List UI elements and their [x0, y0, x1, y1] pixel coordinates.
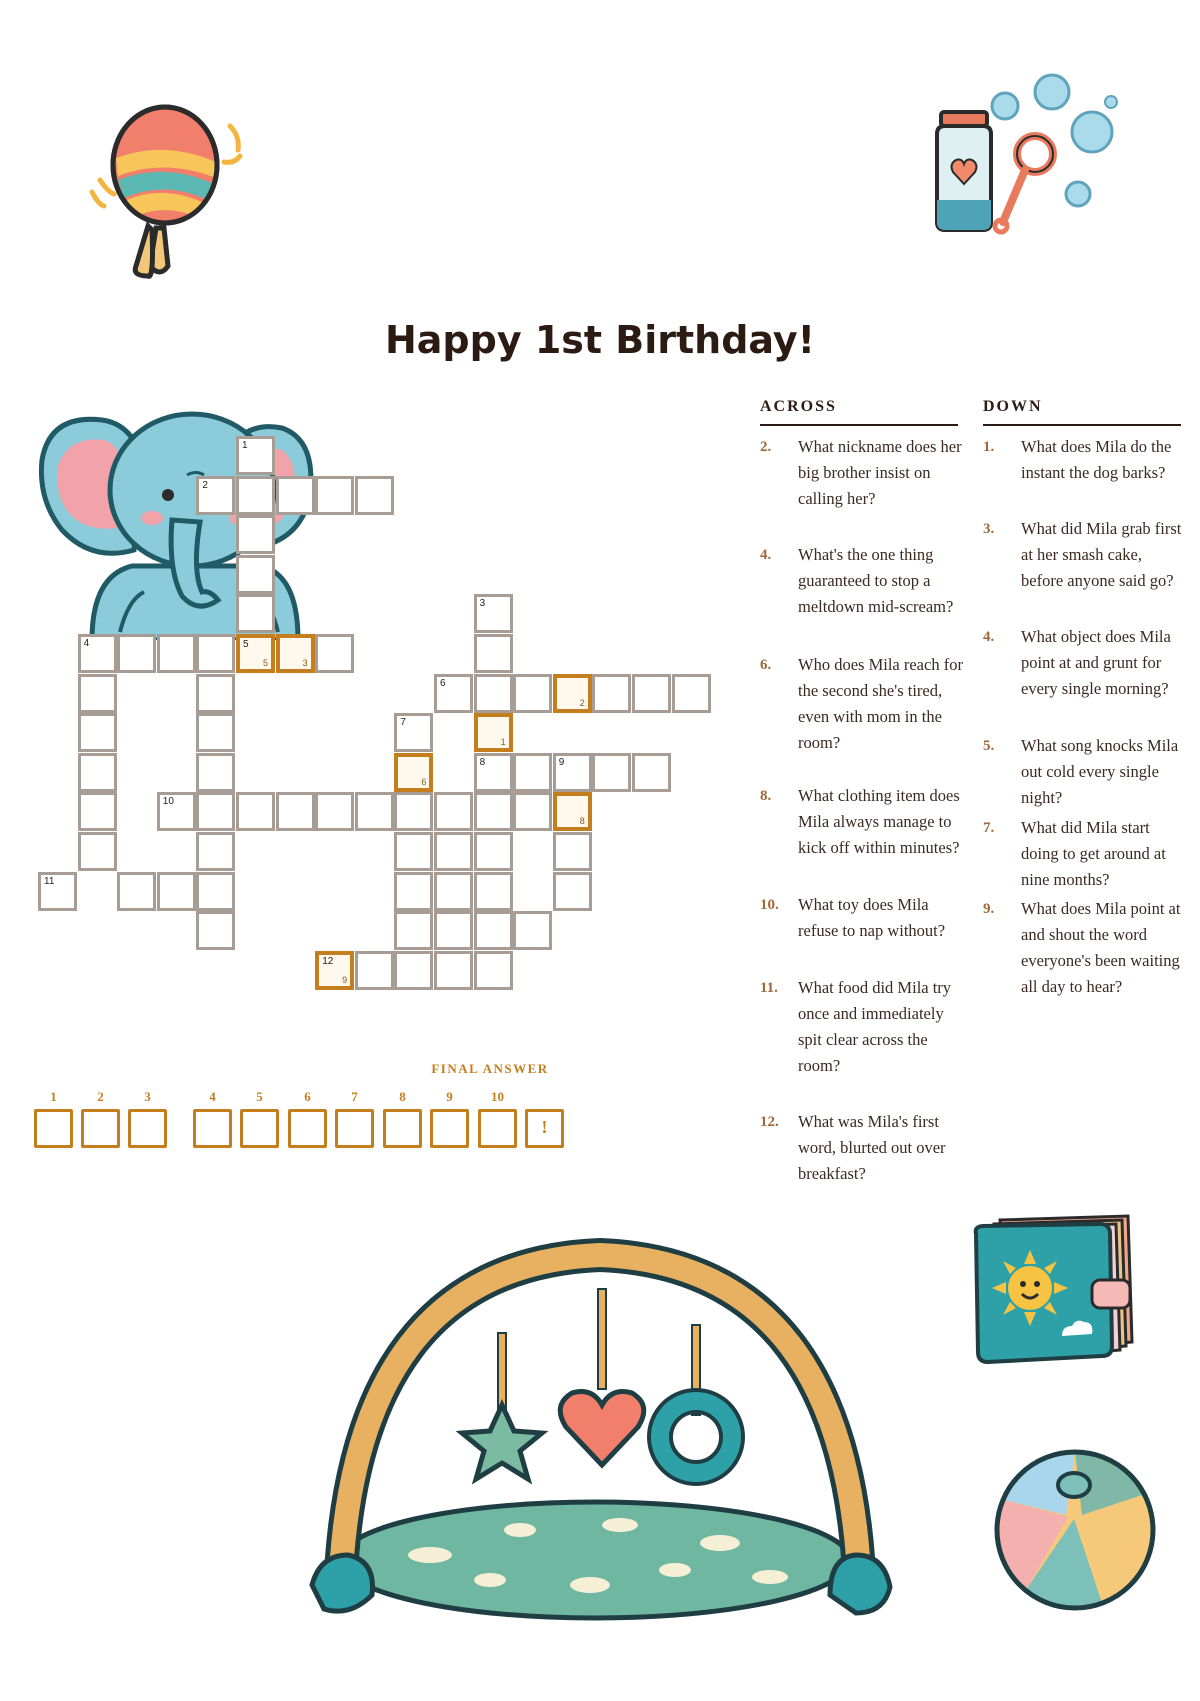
- final-answer-number: 6: [304, 1089, 311, 1104]
- final-answer-box[interactable]: [288, 1109, 327, 1148]
- final-answer-box[interactable]: [383, 1109, 422, 1148]
- crossword-cell[interactable]: [434, 832, 473, 871]
- final-answer-box[interactable]: [478, 1109, 517, 1148]
- bubbles-icon: [915, 72, 1125, 252]
- crossword-cell[interactable]: [355, 951, 394, 990]
- crossword-cell[interactable]: [553, 832, 592, 871]
- crossword-cell[interactable]: [196, 753, 235, 792]
- clue-text: Who does Mila reach for the second she's tired, even with mom in the room?: [798, 655, 963, 752]
- maraca-icon: [70, 80, 270, 280]
- clue-number: 3.: [983, 521, 995, 537]
- beach-ball-icon: [990, 1445, 1160, 1615]
- crossword-cell[interactable]: [553, 753, 592, 792]
- clue-text: What was Mila's first word, blurted out over breakfast?: [798, 1112, 946, 1183]
- cell-number: 7: [400, 717, 406, 729]
- clue-number: 9.: [983, 901, 995, 917]
- clue-number: 11.: [760, 980, 778, 996]
- crossword-cell[interactable]: [117, 634, 156, 673]
- crossword-cell[interactable]: [394, 832, 433, 871]
- crossword-cell[interactable]: [474, 951, 513, 990]
- crossword-cell-highlighted[interactable]: [276, 634, 315, 673]
- crossword-cell[interactable]: [78, 753, 117, 792]
- final-answer-number: 9: [446, 1089, 453, 1104]
- clue-text: What toy does Mila refuse to nap without?: [798, 895, 946, 940]
- clue-number: 1.: [983, 439, 995, 455]
- crossword-cell-highlighted[interactable]: [394, 753, 433, 792]
- final-answer-box[interactable]: [430, 1109, 469, 1148]
- answer-letter-index: 2: [579, 697, 585, 708]
- page-title: Happy 1st Birthday!: [384, 318, 816, 362]
- crossword-cell-highlighted[interactable]: [236, 634, 275, 673]
- crossword-cell[interactable]: [394, 713, 433, 752]
- crossword-cell[interactable]: [394, 792, 433, 831]
- answer-letter-index: 9: [342, 974, 348, 985]
- final-answer-box[interactable]: [81, 1109, 120, 1148]
- crossword-cell[interactable]: [157, 792, 196, 831]
- crossword-cell[interactable]: [315, 476, 354, 515]
- crossword-cell[interactable]: [474, 832, 513, 871]
- crossword-cell[interactable]: [276, 792, 315, 831]
- clue-text: What nickname does her big brother insist on calling her?: [798, 437, 962, 508]
- final-answer-box[interactable]: [128, 1109, 167, 1148]
- final-answer-label: FINAL ANSWER: [431, 1061, 549, 1076]
- crossword-cell[interactable]: [632, 674, 671, 713]
- crossword-cell[interactable]: [196, 713, 235, 752]
- cell-number: 2: [202, 479, 208, 491]
- cell-number: 5: [243, 639, 249, 650]
- answer-letter-index: 8: [579, 816, 585, 827]
- clue-number: 7.: [983, 820, 995, 836]
- crossword-cell[interactable]: [474, 792, 513, 831]
- cell-number: 11: [44, 875, 55, 887]
- crossword-cell[interactable]: [196, 792, 235, 831]
- clue-text: What object does Mila point at and grunt for every single morning?: [1021, 627, 1171, 698]
- crossword-cell[interactable]: [474, 594, 513, 633]
- crossword-cell-highlighted[interactable]: [553, 674, 592, 713]
- crossword-cell[interactable]: [236, 792, 275, 831]
- final-answer-number: 7: [351, 1089, 358, 1104]
- crossword-cell[interactable]: [196, 674, 235, 713]
- crossword-cell[interactable]: [394, 872, 433, 911]
- crossword-cell[interactable]: [236, 515, 275, 554]
- clue-text: What clothing item does Mila always manage to kick off within minutes?: [798, 786, 960, 857]
- final-answer-number: 4: [209, 1089, 216, 1104]
- crossword-cell[interactable]: [632, 753, 671, 792]
- clue-number: 12.: [760, 1114, 779, 1130]
- down-heading: DOWN: [983, 398, 1181, 426]
- cell-number: 8: [479, 756, 486, 768]
- crossword-cell[interactable]: [236, 476, 275, 515]
- crossword-cell[interactable]: [78, 634, 117, 673]
- crossword-cell[interactable]: [513, 911, 552, 950]
- clue-text: What does Mila do the instant the dog barks?: [1021, 437, 1172, 482]
- answer-letter-index: 6: [421, 776, 427, 787]
- crossword-cell[interactable]: [315, 792, 354, 831]
- crossword-cell[interactable]: [474, 634, 513, 673]
- elephant-icon: [32, 400, 332, 640]
- cell-number: 3: [479, 598, 486, 610]
- crossword-cell[interactable]: [553, 872, 592, 911]
- clue-number: 6.: [760, 657, 772, 673]
- clue-text: What food did Mila try once and immediately spit clear across the room?: [798, 978, 952, 1075]
- answer-letter-index: 5: [262, 658, 268, 668]
- crossword-cell[interactable]: [513, 792, 552, 831]
- clue-number: 2.: [760, 439, 772, 455]
- final-answer-box[interactable]: [34, 1109, 73, 1148]
- final-answer-box[interactable]: [335, 1109, 374, 1148]
- crossword-cell[interactable]: [474, 911, 513, 950]
- cell-number: 4: [83, 638, 90, 649]
- cell-number: 9: [558, 756, 565, 768]
- crossword-cell[interactable]: [355, 792, 394, 831]
- clue-number: 10.: [760, 897, 779, 913]
- final-answer-end-box: [525, 1109, 564, 1148]
- final-answer-number: 2: [97, 1089, 104, 1104]
- crossword-cell[interactable]: [394, 951, 433, 990]
- board-book-icon: [970, 1210, 1140, 1370]
- crossword-cell[interactable]: [117, 872, 156, 911]
- clue-number: 8.: [760, 788, 772, 804]
- exclamation-mark: !: [541, 1117, 548, 1137]
- final-answer-number: 1: [50, 1089, 57, 1104]
- crossword-cell[interactable]: [474, 872, 513, 911]
- crossword-cell[interactable]: [592, 674, 631, 713]
- crossword-cell[interactable]: [236, 436, 275, 475]
- cell-number: 1: [242, 440, 248, 451]
- crossword-cell[interactable]: [394, 911, 433, 950]
- crossword-cell[interactable]: [236, 555, 275, 594]
- answer-letter-index: 1: [500, 737, 506, 748]
- crossword-cell[interactable]: [78, 674, 117, 713]
- final-answer-number: 10: [491, 1089, 504, 1104]
- clue-text: What does Mila point at and shout the word everyone's been waiting all day to hear?: [1021, 899, 1181, 996]
- crossword-cell[interactable]: [355, 476, 394, 515]
- crossword-cell[interactable]: [157, 634, 196, 673]
- crossword-cell[interactable]: [592, 753, 631, 792]
- final-answer-number: 8: [399, 1089, 406, 1104]
- answer-letter-index: 3: [302, 658, 308, 668]
- crossword-cell[interactable]: [434, 872, 473, 911]
- crossword-cell[interactable]: [196, 872, 235, 911]
- crossword-cell[interactable]: [513, 674, 552, 713]
- crossword-cell-highlighted[interactable]: [474, 713, 513, 752]
- crossword-cell[interactable]: [474, 674, 513, 713]
- crossword-cell[interactable]: [196, 634, 235, 673]
- crossword-cell[interactable]: [672, 674, 711, 713]
- clue-text: What's the one thing guaranteed to stop a meltdown mid-scream?: [798, 545, 954, 616]
- cell-number: 12: [322, 955, 334, 967]
- clue-text: What did Mila grab first at her smash cake, before anyone said go?: [1021, 519, 1182, 590]
- crossword-cell[interactable]: [157, 872, 196, 911]
- crossword-cell[interactable]: [38, 872, 77, 911]
- crossword-cell[interactable]: [78, 713, 117, 752]
- crossword-cell[interactable]: [513, 753, 552, 792]
- cell-number: 6: [440, 677, 446, 689]
- final-answer-box[interactable]: [240, 1109, 279, 1148]
- clue-number: 4.: [983, 629, 995, 645]
- crossword-cell-highlighted[interactable]: [553, 792, 592, 831]
- crossword-cell[interactable]: [474, 753, 513, 792]
- crossword-cell[interactable]: [434, 951, 473, 990]
- crossword-cell[interactable]: [276, 476, 315, 515]
- crossword-cell[interactable]: [196, 832, 235, 871]
- crossword-cell[interactable]: [196, 911, 235, 950]
- clue-number: 5.: [983, 738, 995, 754]
- cell-number: 10: [162, 796, 174, 808]
- crossword-cell[interactable]: [434, 792, 473, 831]
- final-answer-number: 3: [144, 1089, 151, 1104]
- crossword-cell[interactable]: [78, 792, 117, 831]
- clue-number: 4.: [760, 547, 772, 563]
- clue-text: What song knocks Mila out cold every single night?: [1021, 736, 1179, 807]
- crossword-cell[interactable]: [434, 674, 473, 713]
- final-answer-box[interactable]: [193, 1109, 232, 1148]
- play-gym-icon: [290, 1225, 910, 1625]
- across-heading: ACROSS: [760, 398, 958, 426]
- crossword-cell[interactable]: [236, 594, 275, 633]
- crossword-cell[interactable]: [315, 634, 354, 673]
- final-answer-number: 5: [256, 1089, 263, 1104]
- crossword-cell[interactable]: [434, 911, 473, 950]
- crossword-cell-highlighted[interactable]: [315, 951, 354, 990]
- clue-text: What did Mila start doing to get around at nine months?: [1021, 818, 1166, 889]
- crossword-cell[interactable]: [196, 476, 235, 515]
- crossword-cell[interactable]: [78, 832, 117, 871]
